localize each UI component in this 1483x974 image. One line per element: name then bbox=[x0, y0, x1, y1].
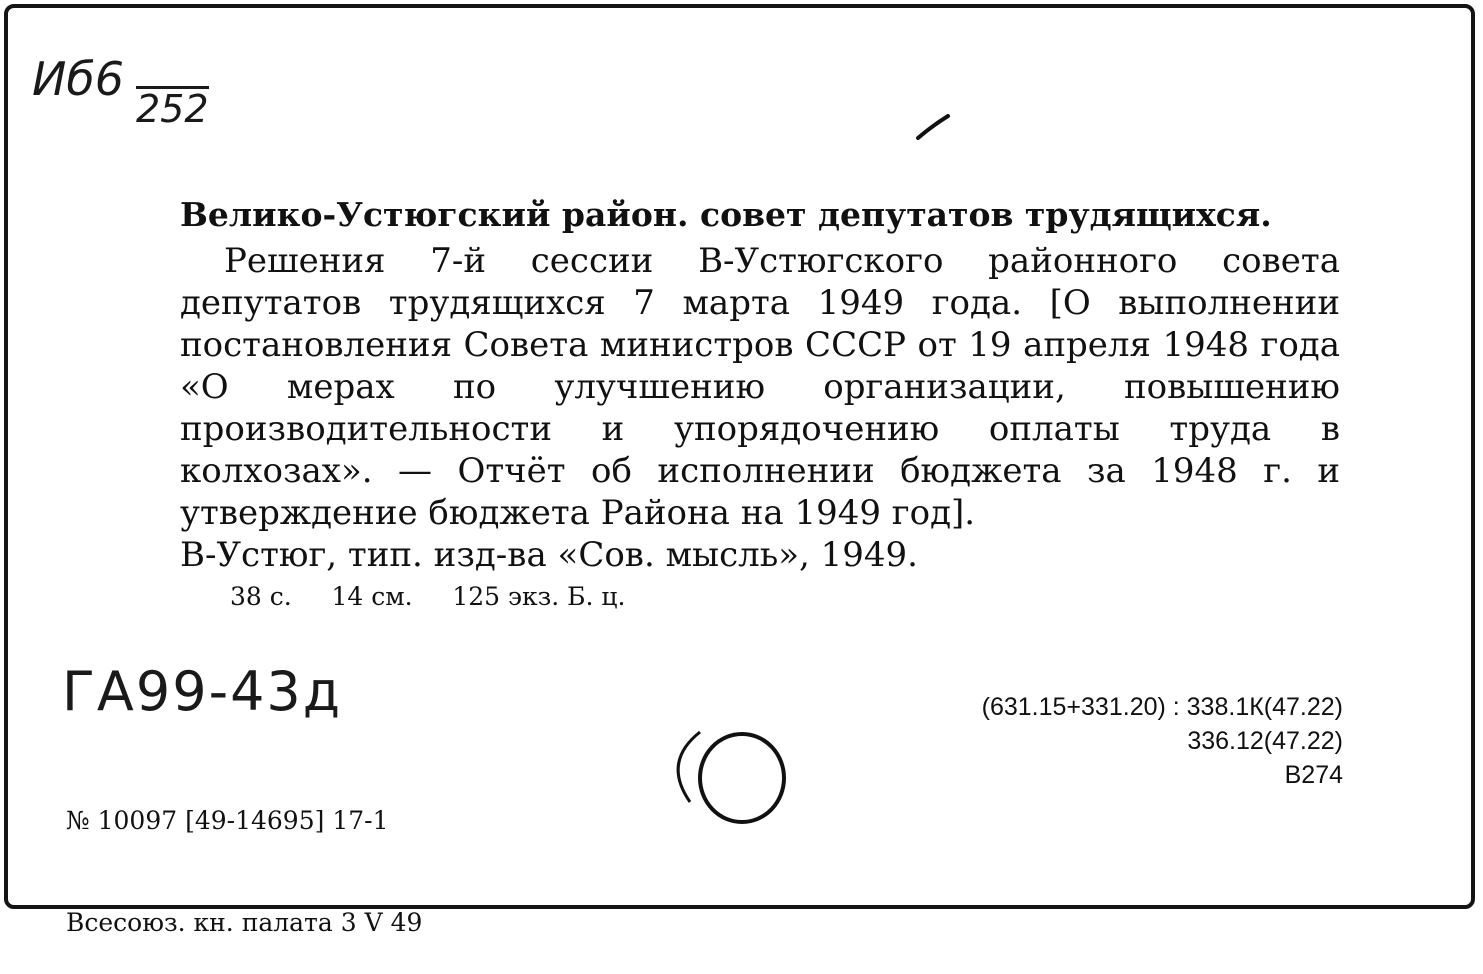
bibliographic-record bbox=[180, 190, 1340, 614]
record-heading: Велико-Устюгский район. совет депутатов трудящихся. bbox=[180, 195, 1272, 234]
registration-info bbox=[66, 736, 422, 974]
shelfmark-sub: 252 bbox=[136, 87, 209, 131]
registration-line-2: Всесоюз. кн. палата 3 V 49 bbox=[66, 908, 423, 937]
classification-codes bbox=[982, 690, 1343, 792]
udc-line-3: В274 bbox=[1284, 761, 1343, 789]
pencil-tick-mark bbox=[914, 112, 954, 142]
registration-line-1: № 10097 [49-14695] 17-1 bbox=[66, 806, 389, 835]
record-description: Решения 7-й сессии В-Устюгского районного совета депутатов трудящихся 7 марта 1949 года. [О выполнении постановления Совета министров СССР от 19 апреля 1948 года «О мерах по улучшению организации, повышению производительности и упорядочению оплаты труда в колхозах». — Отчёт об исполнении бюджета за 1948 г. и утверждение бюджета Района на 1949 год]. bbox=[180, 241, 1340, 533]
shelfmark-main: Иб6 bbox=[32, 52, 125, 106]
handwritten-stamp-number: ГА99-43д bbox=[62, 660, 343, 723]
record-imprint: В-Устюг, тип. изд-ва «Сов. мысль», 1949. bbox=[180, 535, 918, 575]
punch-hole-circle-icon bbox=[660, 722, 790, 832]
udc-line-2: 336.12(47.22) bbox=[1187, 727, 1343, 755]
shelfmark bbox=[32, 52, 209, 131]
udc-line-1: (631.15+331.20) : 338.1К(47.22) bbox=[981, 693, 1343, 721]
record-collation: 38 с. 14 см. 125 экз. Б. ц. bbox=[230, 582, 626, 611]
